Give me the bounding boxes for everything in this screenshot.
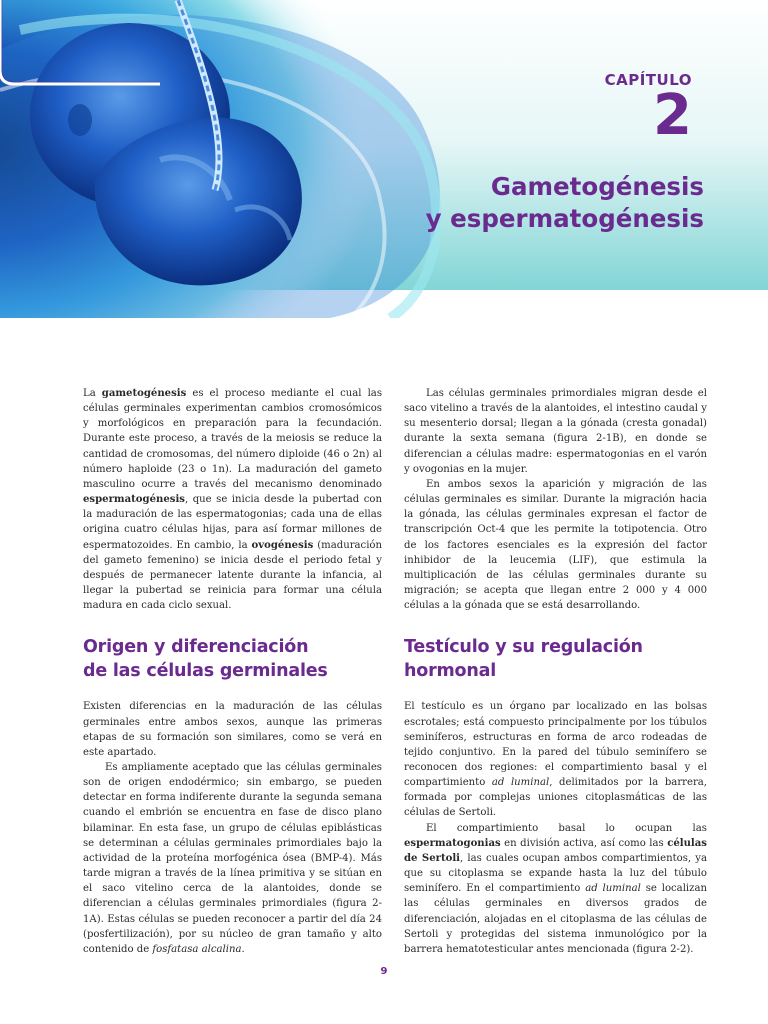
body-paragraph: El testículo es un órgano par localizado en las bolsas escrotales; está compuesto principalmente por los túbulos seminíferos, estructuras en forma de arco rodeadas de tejido conjuntivo. En la pared del túbulo seminífero se reconocen dos regiones: el compartimiento basal y el compartimiento ad luminal, delimitados por la barrera, formada por complejas uniones citoplasmáticas de las células de Sertoli. (404, 701, 708, 819)
chapter-frame (0, 0, 160, 86)
body-paragraph: Es ampliamente aceptado que las células germinales son de origen endodérmico; sin embargo, se pueden detectar en forma indiferente durante la segunda semana cuando el embrión se encuentra en fase de disco plano bilaminar. En esta fase, un grupo de células epiblásticas se determinan a células germinales primordiales bajo la actividad de la proteína morfogénica ósea (BMP-4). Más tarde migran a través de la línea primitiva y se sitúan en el saco vitelino cerca de la alantoides, donde se diferencian a células germinales primordiales (figura 2-1A). Estas células se pueden reconocer a partir del día 24 (posfertilización), por su núcleo de gran tamaño y alto contenido de fosfatasa alcalina. (83, 761, 382, 955)
heading-line: de las células germinales (83, 661, 328, 682)
page-number: 9 (380, 966, 388, 977)
intro-paragraph: La gametogénesis es el proceso mediante el cual las células germinales experimentan cambios cromosómicos y morfológicos en preparación para la fecundación. Durante este proceso, a través de la meiosis se reduce la cantidad de cromosomas, del número diploide (46 o 2n) al número haploide (23 o 1n). La maduración del gameto masculino ocurre a través del mecanismo denominado espermatogénesis, que se inicia desde la pubertad con la maduración de las espermatogonias; cada una de ellas origina cuatro células hijas, para así formar millones de espermatozoides. En cambio, la ovogénesis (maduración del gameto femenino) se inicia desde el periodo fetal y después de permanecer latente durante la infancia, al llegar la pubertad se reinicia para formar una célula madura en cada ciclo sexual. (83, 388, 383, 612)
chapter-label: CAPÍTULO (604, 71, 692, 89)
body-paragraph: Existen diferencias en la maduración de las células germinales entre ambos sexos, aunque las primeras etapas de su formación son similares, como se verá en este apartado. (83, 701, 382, 758)
chapter-title-line1: Gametogénesis (490, 172, 704, 201)
left-column (83, 386, 382, 957)
bold-term: ovogénesis (251, 539, 314, 551)
body-paragraph: En ambos sexos la aparición y migración de las células germinales es similar. Durante la migración hacia la gónada, las células germinales expresan el factor de transcripción Oct-4 que les permite la totipotencia. Otro de los factores esenciales es la expresión del factor inhibidor de la leucemia (LIF), que estimula la multiplicación de las células germinales durante su migración; se acepta que llegan entre 2 000 y 4 000 células a la gónada que se está desarrollando. (404, 478, 707, 612)
chapter-banner (0, 0, 768, 318)
heading-line: Testículo y su regulación (404, 637, 643, 658)
chapter-number: 2 (653, 83, 692, 148)
section-heading-origen (83, 635, 382, 683)
chapter-title-line2: y espermatogénesis (425, 204, 704, 233)
bold-term: espermatogonias (404, 837, 501, 849)
body-paragraph: El compartimiento basal lo ocupan las espermatogonias en división activa, así como las células de Sertoli, las cuales ocupan ambos compartimientos, ya que su citoplasma se expande hasta la luz del túbulo seminífero. En el compartimiento ad luminal se localizan las células germinales en diversos grados de diferenciación, alojadas en el citoplasma de las células de Sertoli y protegidas del sistema inmunológico por la barrera hematotesticular antes mencionada (figura 2-2). (404, 822, 707, 955)
heading-line: hormonal (404, 661, 497, 682)
body-paragraph: Las células germinales primordiales migran desde el saco vitelino a través de la alantoides, el intestino caudal y su mesenterio dorsal; llegan a la gónada (cresta gonadal) durante la sexta semana (figura 2-1B), en donde se diferencian a células madre: espermatogonias en el varón y ovogonias en la mujer. (404, 388, 707, 475)
italic-term: fosfatasa alcalina (152, 943, 242, 955)
section-heading-testiculo (404, 635, 707, 683)
right-column (404, 386, 707, 957)
bold-term: células de Sertoli (404, 837, 707, 864)
heading-line: Origen y diferenciación (83, 637, 309, 658)
bold-term: espermatogénesis (83, 494, 185, 506)
italic-term: ad luminal (491, 777, 550, 789)
chapter-title (426, 171, 704, 235)
bold-term: gametogénesis (101, 388, 187, 399)
italic-term: ad luminal (585, 883, 641, 895)
